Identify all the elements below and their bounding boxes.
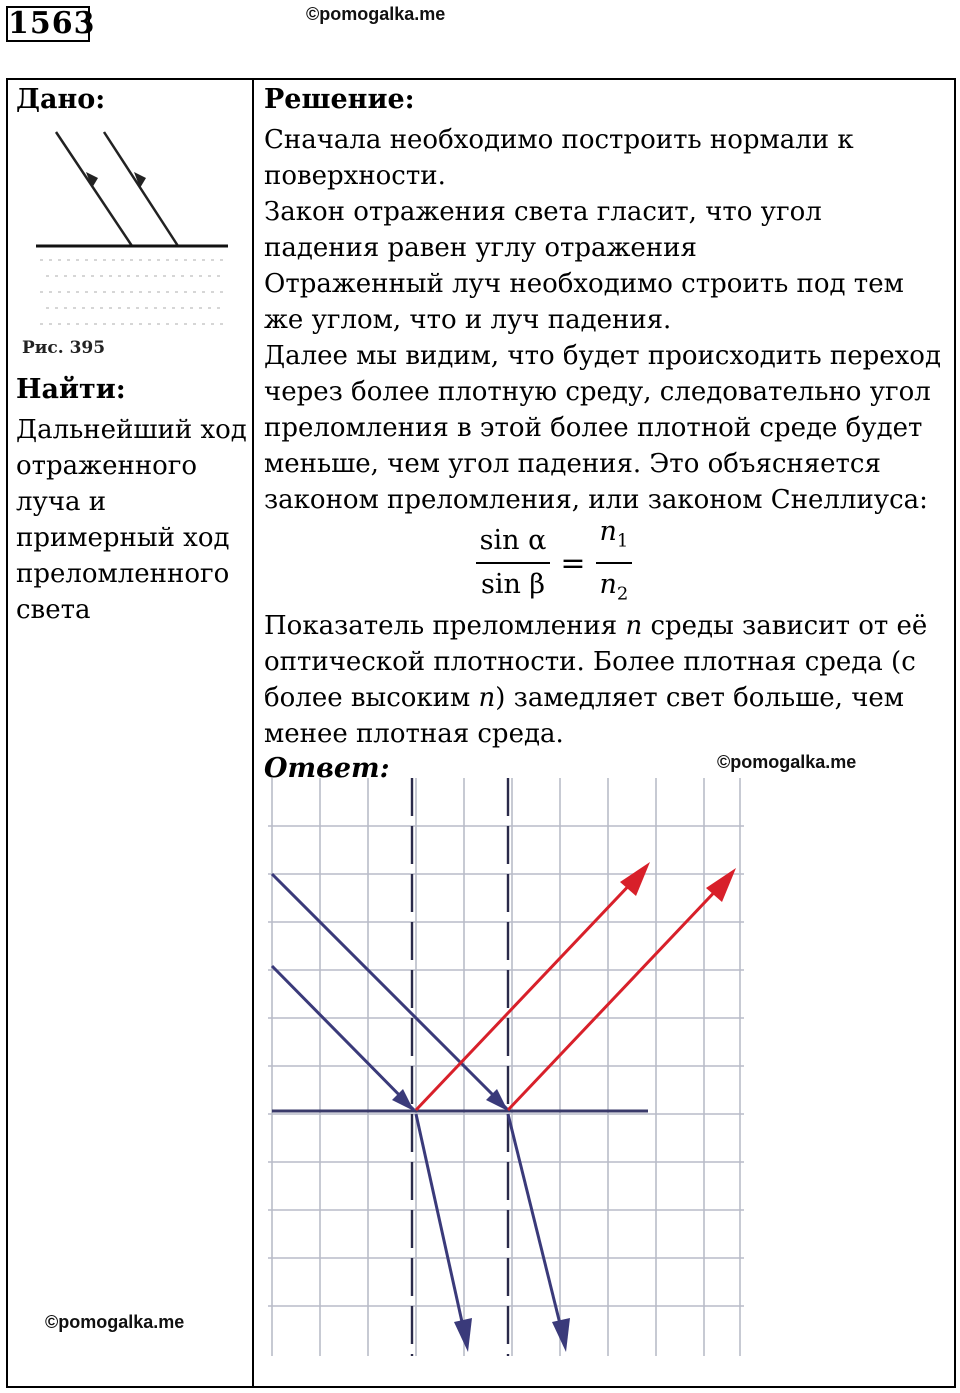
solution-paragraph-4: Далее мы видим, что будет происходить переход через более плотную среду, следовательно угол преломления в этой более плотной среде будет меньше, чем угол падения. Это объясняется законом преломления, или законом Снеллиуса:: [264, 341, 941, 515]
watermark-middle: ©pomogalka.me: [717, 752, 857, 772]
formula-right-fraction: [596, 515, 633, 612]
given-heading: Дано:: [16, 84, 106, 115]
refracted-arrowhead-2: [552, 1318, 570, 1352]
answer-diagram: [268, 778, 748, 1356]
grid-lines: [268, 778, 744, 1356]
reflected-ray-2: [508, 882, 724, 1110]
figure-395-drawing: [16, 118, 248, 343]
given-figure: [16, 118, 248, 358]
incident-ray-2: [272, 966, 414, 1110]
find-text: Дальнейший ход отраженного луча и примерный ход преломленного света: [16, 415, 247, 625]
formula-n1: $n_1$: [596, 515, 633, 564]
figure-medium-texture: [40, 260, 226, 324]
answer-diagram-svg: [268, 778, 748, 1356]
column-divider: [252, 80, 254, 1386]
formula-sin-beta: sin β: [480, 569, 546, 600]
solution-paragraph-5: Показатель преломления n среды зависит от её оптической плотности. Более плотная среда (с более высоким n) замедляет свет больше, чем менее плотная среда.: [264, 611, 928, 749]
refracted-arrowhead-1: [454, 1318, 472, 1352]
watermark-bottom: ©pomogalka.me: [45, 1312, 185, 1332]
find-heading: Найти:: [16, 374, 126, 405]
reflected-ray-1: [416, 878, 636, 1110]
left-column: [16, 82, 248, 628]
formula-equals: =: [560, 545, 586, 581]
figure-caption: Рис. 395: [22, 338, 106, 358]
solution-paragraph-3: Отраженный луч необходимо строить под тем же углом, что и луч падения.: [264, 269, 904, 335]
snell-formula: [264, 515, 944, 608]
formula-left-fraction: [476, 524, 551, 602]
problem-number: 1563: [8, 6, 96, 41]
answer-heading: Ответ:: [264, 753, 390, 784]
figure-ray-1: [56, 132, 132, 246]
right-column: [264, 82, 944, 786]
incident-ray-1: [272, 874, 508, 1110]
solution-paragraph-2: Закон отражения света гласит, что угол падения равен углу отражения: [264, 197, 822, 263]
formula-n2: $n_2$: [599, 569, 629, 605]
watermark-top: ©pomogalka.me: [306, 4, 446, 24]
formula-sin-alpha: sin α: [476, 524, 551, 564]
solution-paragraph-1: Сначала необходимо построить нормали к поверхности.: [264, 125, 854, 191]
figure-ray-2: [104, 132, 178, 246]
solution-heading: Решение:: [264, 84, 415, 115]
